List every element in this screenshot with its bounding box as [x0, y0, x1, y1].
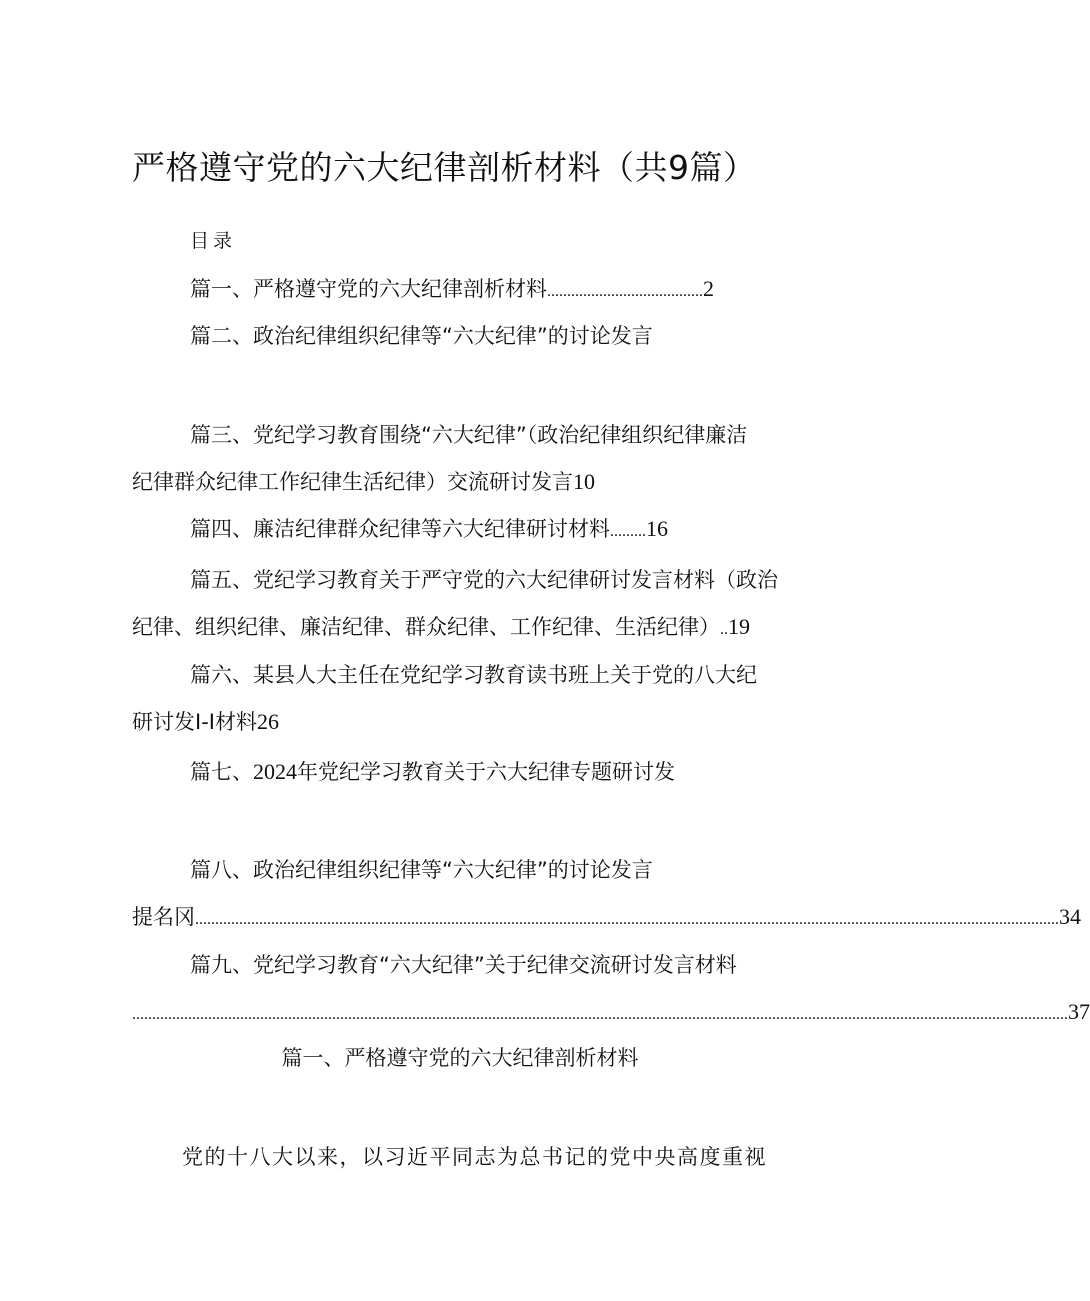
toc-entry-text: 年党纪学习教育关于六大纪律专题研讨发: [297, 760, 675, 784]
toc-entry-text: 篇二、政治纪律组织纪律等“六大纪律”的讨论发言: [190, 324, 653, 348]
toc-label: 目录: [190, 230, 237, 252]
toc-entry-6-line1[interactable]: [190, 660, 757, 690]
toc-entry-year: 2024: [253, 759, 297, 784]
toc-entry-text: 研讨发I-I材料: [132, 710, 257, 734]
toc-entry-text: 提名冈: [132, 905, 195, 929]
toc-entry-6-line2[interactable]: [132, 707, 279, 737]
toc-entry-text: 纪律、组织纪律、廉洁纪律、群众纪律、工作纪律、生活纪律）: [132, 615, 720, 639]
toc-page-number: 34: [1059, 904, 1081, 929]
toc-entry-text: 纪律群众纪律工作纪律生活纪律）交流研讨发言: [132, 470, 573, 494]
toc-leader: ..........................................................................................................................................................................................................................................: [132, 1006, 1068, 1023]
toc-leader: .........: [610, 523, 646, 540]
toc-entry-8-line2[interactable]: [132, 902, 1081, 935]
toc-entry-text: 篇五、党纪学习教育关于严守党的六大纪律研讨发言材料（政治: [190, 568, 778, 592]
toc-page-number: 10: [573, 469, 595, 494]
toc-page-number: 2: [703, 276, 714, 301]
toc-entry-4[interactable]: [190, 514, 668, 547]
toc-entry-8-line1[interactable]: [190, 855, 653, 885]
toc-entry-text: 篇八、政治纪律组织纪律等“六大纪律”的讨论发言: [190, 858, 653, 882]
toc-page-number: 16: [646, 516, 668, 541]
toc-entry-1[interactable]: [190, 274, 714, 307]
toc-entry-text: 篇三、党纪学习教育围绕“六大纪律”（政治纪律组织纪律廉洁: [190, 423, 748, 447]
toc-entry-3-line1[interactable]: [190, 420, 747, 450]
toc-entry-3-line2[interactable]: [132, 467, 595, 497]
section-heading: 篇一、严格遵守党的六大纪律剖析材料: [281, 1046, 639, 1070]
toc-entry-text: 篇一、严格遵守党的六大纪律剖析材料: [190, 277, 547, 301]
toc-page-number: 37: [1068, 999, 1090, 1024]
toc-entry-text: 篇四、廉洁纪律群众纪律等六大纪律研讨材料: [190, 517, 610, 541]
document-title: 严格遵守党的六大纪律剖析材料（共9篇）: [132, 148, 757, 187]
toc-entry-7[interactable]: [190, 757, 675, 787]
toc-entry-2[interactable]: [190, 321, 653, 351]
toc-entry-text: 篇九、党纪学习教育“六大纪律”关于纪律交流研讨发言材料: [190, 953, 737, 977]
toc-entry-9-line2[interactable]: [132, 997, 1090, 1030]
toc-entry-5-line2[interactable]: [132, 612, 750, 645]
toc-page-number: 19: [728, 614, 750, 639]
toc-leader: ........................................................................................................................................................................................................................: [195, 911, 1059, 928]
toc-page-number: 26: [256, 709, 279, 734]
body-paragraph: 党的十八大以来，以习近平同志为总书记的党中央高度重视: [182, 1145, 767, 1169]
toc-leader: .......................................: [547, 283, 703, 300]
toc-entry-text: 篇六、某县人大主任在党纪学习教育读书班上关于党的八大纪: [190, 663, 757, 687]
toc-entry-5-line1[interactable]: [190, 565, 778, 595]
toc-entry-prefix: 篇七、: [190, 760, 253, 784]
toc-entry-9-line1[interactable]: [190, 950, 737, 980]
toc-leader: ..: [720, 621, 728, 638]
